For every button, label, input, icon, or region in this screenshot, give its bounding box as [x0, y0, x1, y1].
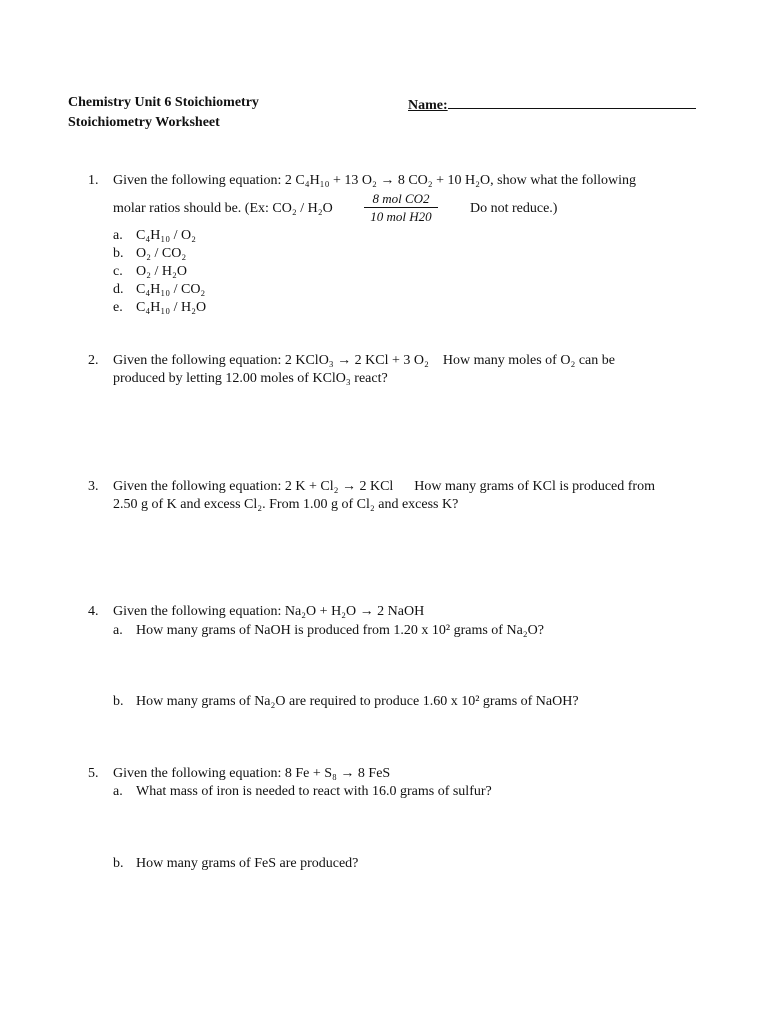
name-blank-line — [448, 94, 696, 109]
part-label: b. — [113, 856, 124, 871]
question-number: 4. — [88, 604, 99, 619]
part-label: a. — [113, 784, 123, 799]
course-title: Chemistry Unit 6 Stoichiometry — [68, 95, 259, 110]
worksheet-title: Stoichiometry Worksheet — [68, 115, 220, 130]
question-text: Given the following equation: 2 C₄H₁₀ + 13 O₂ → 8 CO₂ + 10 H₂O, show what the following — [113, 173, 636, 188]
question-text: Given the following equation: Na₂O + H₂O → 2 NaOH — [113, 604, 425, 619]
part-text: O₂ / CO₂ — [136, 246, 187, 261]
fraction-denominator: 10 mol H20 — [370, 209, 432, 224]
name-label: Name: — [408, 98, 448, 113]
part-text: How many grams of FeS are produced? — [136, 856, 359, 871]
fraction-numerator: 8 mol CO2 — [372, 191, 430, 206]
question-text: 2.50 g of K and excess Cl₂. From 1.00 g of Cl₂ and excess K? — [113, 497, 459, 512]
part-label: d. — [113, 282, 124, 297]
part-text: C₄H₁₀ / CO₂ — [136, 282, 206, 297]
part-text: What mass of iron is needed to react with 16.0 grams of sulfur? — [136, 784, 492, 799]
part-text: O₂ / H₂O — [136, 264, 187, 279]
name-field — [408, 94, 696, 115]
question-text-note: Do not reduce.) — [470, 201, 558, 216]
part-text: C₄H₁₀ / O₂ — [136, 228, 196, 243]
question-text: produced by letting 12.00 moles of KClO₃ react? — [113, 371, 388, 386]
part-text: How many grams of Na₂O are required to produce 1.60 x 10² grams of NaOH? — [136, 694, 579, 709]
part-label: b. — [113, 694, 124, 709]
part-label: e. — [113, 300, 123, 315]
question-text: Given the following equation: 2 K + Cl₂ → 2 KCl How many grams of KCl is produced from — [113, 479, 655, 494]
part-text: How many grams of NaOH is produced from 1.20 x 10² grams of Na₂O? — [136, 623, 544, 638]
question-number: 5. — [88, 766, 99, 781]
question-text: Given the following equation: 8 Fe + S₈ → 8 FeS — [113, 766, 391, 781]
part-label: b. — [113, 246, 124, 261]
example-fraction — [362, 190, 440, 225]
part-text: C₄H₁₀ / H₂O — [136, 300, 207, 315]
question-number: 1. — [88, 173, 99, 188]
part-label: c. — [113, 264, 123, 279]
part-label: a. — [113, 623, 123, 638]
question-text: Given the following equation: 2 KClO₃ → 2 KCl + 3 O₂ How many moles of O₂ can be — [113, 353, 615, 368]
question-number: 3. — [88, 479, 99, 494]
part-label: a. — [113, 228, 123, 243]
question-number: 2. — [88, 353, 99, 368]
question-text-example: molar ratios should be. (Ex: CO₂ / H₂O — [113, 201, 333, 216]
